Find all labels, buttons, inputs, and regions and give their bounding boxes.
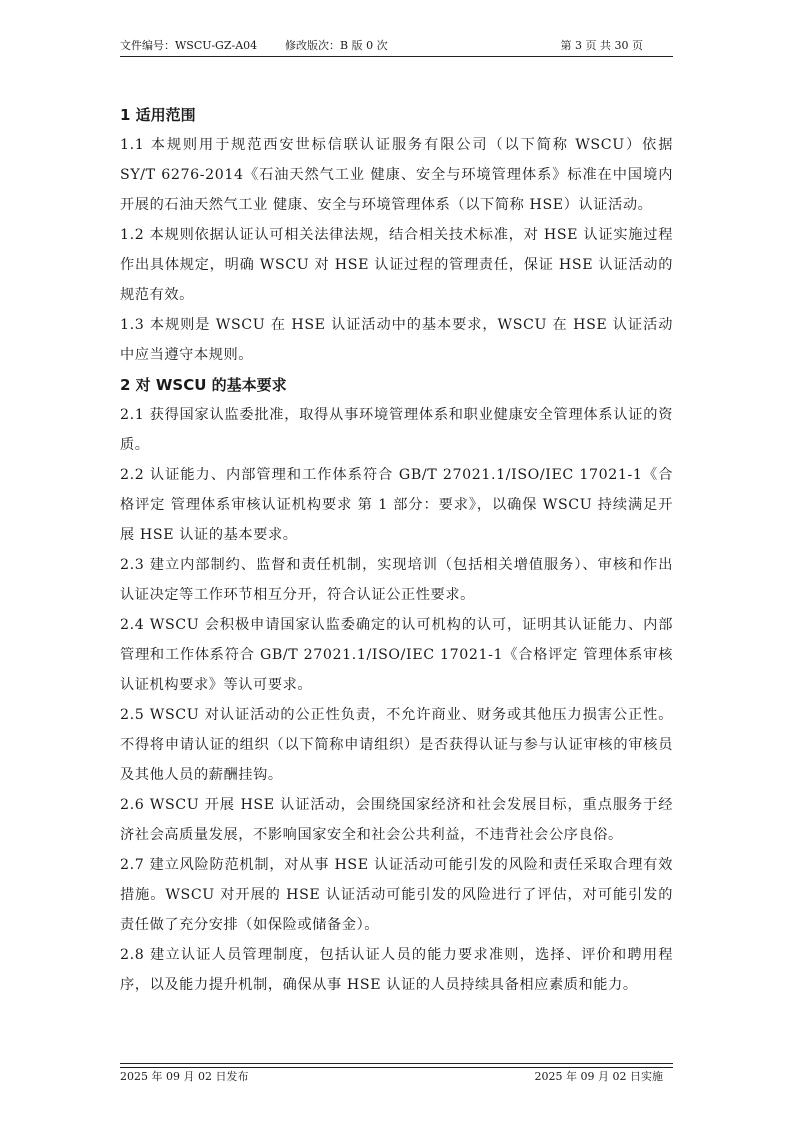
clause-2-4: 2.4 WSCU 会积极申请国家认监委确定的认可机构的认可，证明其认证能力、内部管理和工作体系符合 GB/T 27021.1/ISO/IEC 17021-1《合格评定 管理体系审核认证机构要求》等认可要求。 [120, 617, 673, 693]
clause-1-3: 1.3 本规则是 WSCU 在 HSE 认证活动中的基本要求，WSCU 在 HSE 认证活动中应当遵守本规则。 [120, 317, 673, 363]
header-divider [120, 56, 673, 57]
footer-divider-thick [120, 1063, 673, 1064]
clause-2-2: 2.2 认证能力、内部管理和工作体系符合 GB/T 27021.1/ISO/IEC 17021-1《合格评定 管理体系审核认证机构要求 第 1 部分：要求》，以确保 WSCU 持续满足开展 HSE 认证的基本要求。 [120, 467, 673, 543]
clause-2-8: 2.8 建立认证人员管理制度，包括认证人员的能力要求准则，选择、评价和聘用程序，以及能力提升机制，确保从事 HSE 认证的人员持续具备相应素质和能力。 [120, 947, 673, 993]
document-body [120, 100, 673, 1000]
effective-date: 2025 年 09 月 02 日实施 [534, 1070, 663, 1083]
revision-number: 修改版次：B 版 0 次 [285, 39, 388, 52]
page-number: 第 3 页 共 30 页 [560, 39, 643, 52]
page-footer [120, 1068, 673, 1086]
clause-2-5: 2.5 WSCU 对认证活动的公正性负责，不允许商业、财务或其他压力损害公正性。不得将申请认证的组织（以下简称申请组织）是否获得认证与参与认证审核的审核员及其他人员的薪酬挂钩。 [120, 707, 673, 783]
section-1-title: 1 适用范围 [120, 106, 196, 124]
section-2-title: 2 对 WSCU 的基本要求 [120, 376, 287, 394]
clause-1-1: 1.1 本规则用于规范西安世标信联认证服务有限公司（以下简称 WSCU）依据 SY/T 6276-2014《石油天然气工业 健康、安全与环境管理体系》标准在中国境内开展的石油天然气工业 健康、安全与环境管理体系（以下简称 HSE）认证活动。 [120, 137, 673, 213]
clause-2-7: 2.7 建立风险防范机制，对从事 HSE 认证活动可能引发的风险和责任采取合理有效措施。WSCU 对开展的 HSE 认证活动可能引发的风险进行了评估，对可能引发的责任做了充分安排（如保险或储备金）。 [120, 857, 673, 933]
clause-2-3: 2.3 建立内部制约、监督和责任机制，实现培训（包括相关增值服务）、审核和作出认证决定等工作环节相互分开，符合认证公正性要求。 [120, 557, 673, 603]
clause-2-1: 2.1 获得国家认监委批准，取得从事环境管理体系和职业健康安全管理体系认证的资质。 [120, 407, 673, 453]
clause-2-6: 2.6 WSCU 开展 HSE 认证活动，会围绕国家经济和社会发展目标，重点服务于经济社会高质量发展，不影响国家安全和社会公共利益，不违背社会公序良俗。 [120, 797, 673, 843]
page-header [120, 37, 673, 55]
document-number: 文件编号：WSCU-GZ-A04 [120, 39, 258, 52]
clause-1-2: 1.2 本规则依据认证认可相关法律法规，结合相关技术标准，对 HSE 认证实施过程作出具体规定，明确 WSCU 对 HSE 认证过程的管理责任，保证 HSE 认证活动的规范有效。 [120, 227, 673, 303]
issue-date: 2025 年 09 月 02 日发布 [120, 1070, 249, 1083]
